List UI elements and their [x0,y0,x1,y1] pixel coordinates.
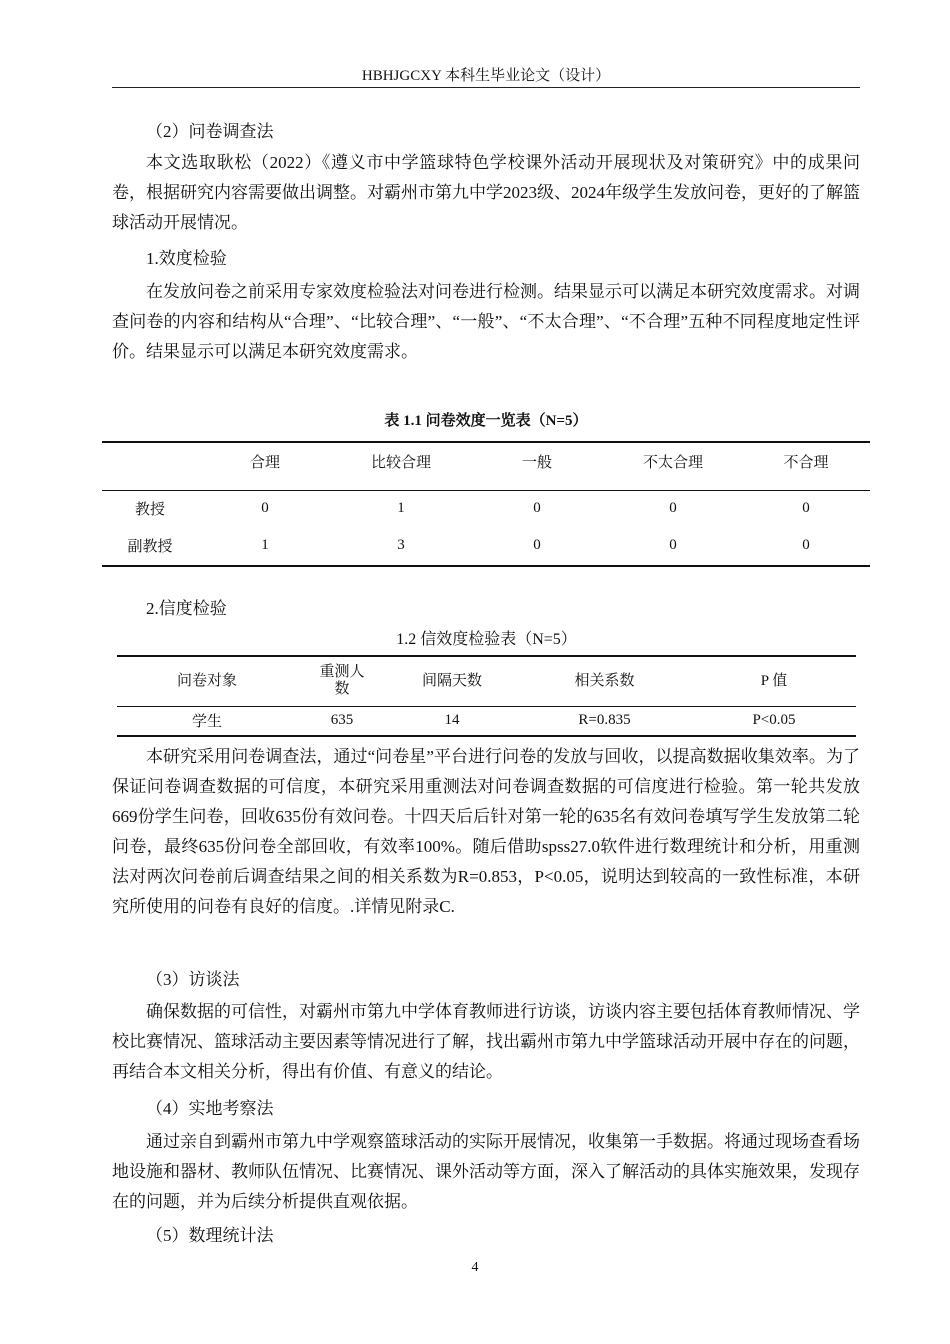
table-cell: 0 [533,537,541,553]
validity-paragraph: 在发放问卷之前采用专家效度检验法对问卷进行检测。结果显示可以满足本研究效度需求。对调查问卷的内容和结构从“合理”、“比较合理”、“一般”、“不太合理”、“不合理”五种不同程度地定性评价。结果显示可以满足本研究效度需求。 [112,282,860,361]
table-header-cell: 间隔天数 [387,656,517,706]
table-cell: P<0.05 [752,712,796,729]
table-cell: 0 [261,499,269,516]
section-3-paragraph: 确保数据的可信性，对霸州市第九中学体育教师进行访谈，访谈内容主要包括体育教师情况、学校比赛情况、篮球活动主要因素等情况进行了解，找出霸州市第九中学篮球活动开展中存在的问题，再结合本文相关分析，得出有价值、有意义的结论。 [112,1002,860,1081]
table-header-cell: 比较合理 [332,442,470,490]
reliability-heading: 2.信度检验 [146,599,227,618]
table-header-cell: 一般 [470,442,604,490]
section-2-heading: （2）问卷调查法 [146,122,274,141]
table-header-cell-line: 数 [334,681,350,698]
table-cell: 学生 [191,714,222,731]
reliability-table [117,655,856,737]
table-header-cell: 不合理 [742,442,870,490]
table-2-caption: 1.2 信效度检验表（N=5） [396,631,577,648]
table-row [102,526,870,566]
table-row [102,490,870,526]
table-cell: 0 [802,499,810,516]
table-cell: 14 [444,712,460,729]
section-4-paragraph: 通过亲自到霸州市第九中学观察篮球活动的实际开展情况，收集第一手数据。将通过现场查看场地设施和器材、教师队伍情况、比赛情况、课外活动等方面，深入了解活动的具体实施效果，发现存在的问题，并为后续分析提供直观依据。 [112,1132,860,1211]
table-cell: 教授 [134,501,165,518]
table-cell: R=0.835 [578,712,631,729]
table-cell: 1 [397,499,405,516]
section-3-heading: （3）访谈法 [146,970,240,989]
table-header-row [102,442,870,490]
validity-table [102,441,870,567]
table-cell: 0 [802,537,810,553]
table-header-cell: 合理 [198,442,332,490]
table-header-cell: P 值 [692,656,856,706]
running-header: HBHJGCXY 本科生毕业论文（设计） [361,68,611,84]
table-cell: 1 [261,537,269,553]
section-4-heading: （4）实地考察法 [146,1099,274,1118]
table-cell: 635 [330,712,354,729]
table-cell: 0 [669,499,677,516]
reliability-paragraph: 本研究采用问卷调查法，通过“问卷星”平台进行问卷的发放与回收，以提高数据收集效率。为了保证问卷调查数据的可信度，本研究采用重测法对问卷调查数据的可信度进行检验。第一轮共发放669份学生问卷，回收635份有效问卷。十四天后后针对第一轮的635名有效问卷填写学生发放第二轮问卷，最终635份问卷全部回收，有效率100%。随后借助spss27.0软件进行数理统计和分析，用重测法对两次问卷前后调查结果之间的相关系数为R=0.853，P<0.05，说明达到较高的一致性标准，本研究所使用的问卷有良好的信度。.详情见附录C. [112,747,860,916]
table-cell: 3 [397,537,405,553]
table-header-cell [297,656,387,706]
header-rule [112,87,860,88]
table-header-cell: 问卷对象 [117,656,297,706]
table-header-cell-line: 重测人 [319,664,365,681]
table-cell: 0 [669,537,677,553]
table-header-cell: 不太合理 [604,442,742,490]
table-row [117,706,856,736]
table-1-caption: 表 1.1 问卷效度一览表（N=5） [384,413,588,429]
table-header-cell [102,442,198,490]
table-cell: 0 [533,499,541,516]
validity-heading: 1.效度检验 [146,249,227,268]
table-header-row [117,656,856,706]
page-number: 4 [471,1260,479,1275]
section-2-paragraph: 本文选取耿松（2022）《遵义市中学篮球特色学校课外活动开展现状及对策研究》中的成果问卷，根据研究内容需要做出调整。对霸州市第九中学2023级、2024年级学生发放问卷，更好的了解篮球活动开展情况。 [112,153,860,232]
table-header-cell: 相关系数 [517,656,692,706]
section-5-heading: （5）数理统计法 [146,1226,274,1245]
table-cell: 副教授 [127,539,173,555]
